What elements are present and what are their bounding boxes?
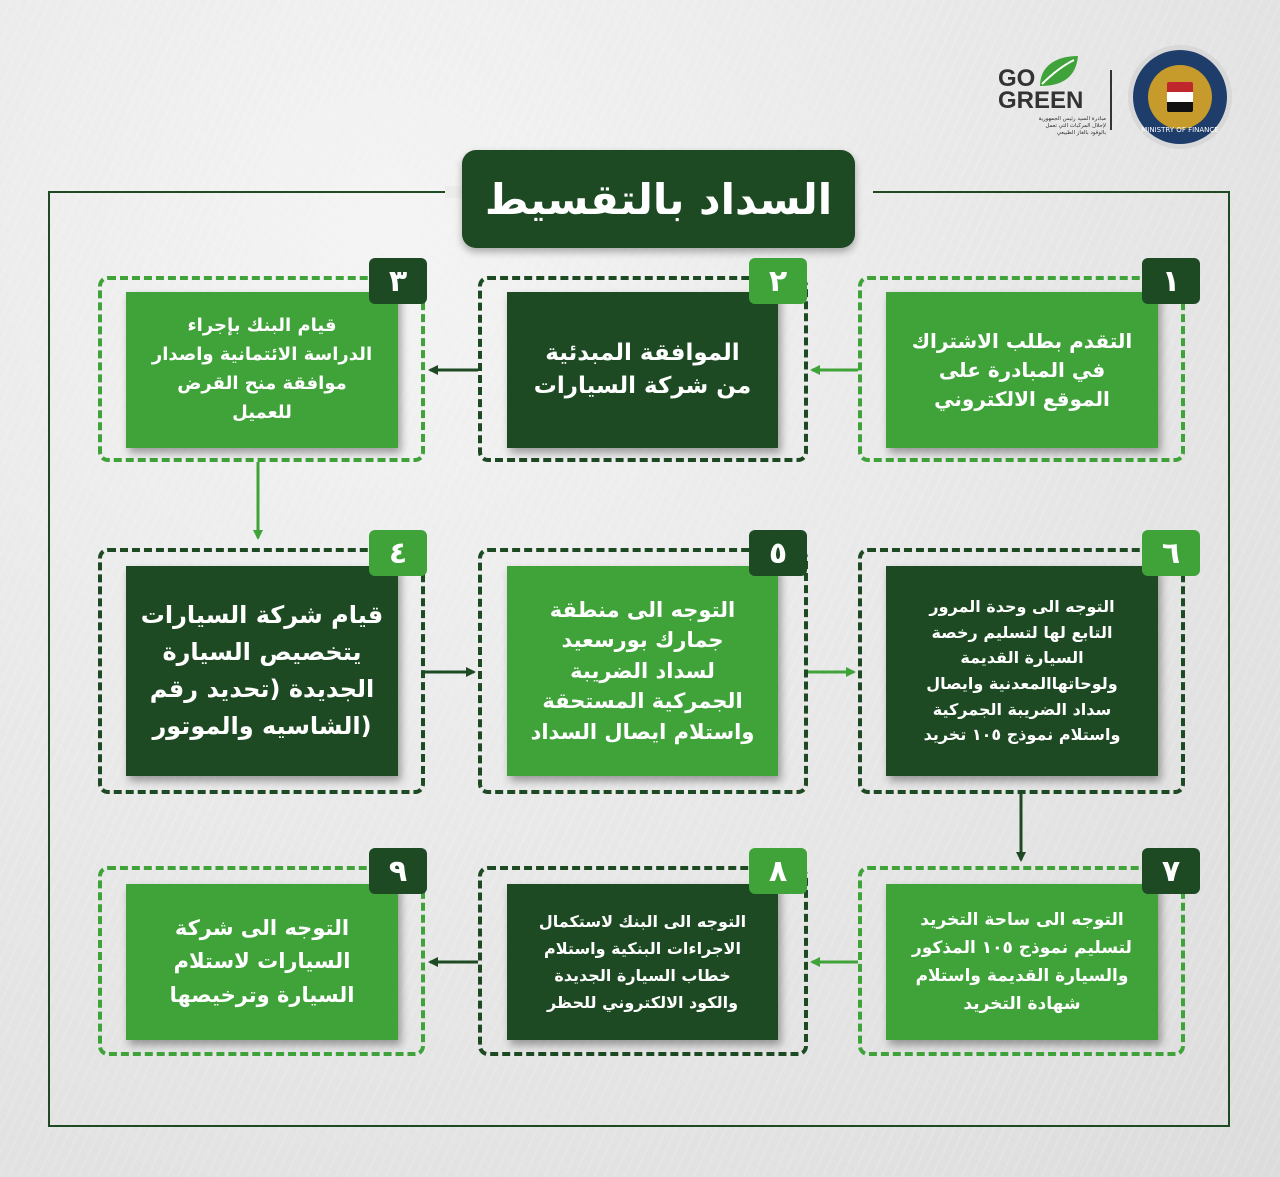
step-2-number: ٢ — [749, 258, 807, 304]
step-5-number: ٥ — [749, 530, 807, 576]
step-2-card: الموافقة المبدئية من شركة السيارات — [507, 292, 778, 448]
step-7-number: ٧ — [1142, 848, 1200, 894]
step-9-card: التوجه الى شركة السيارات لاستلام السيارة وترخيصها — [126, 884, 398, 1040]
seal-text: MINISTRY OF FINANCE — [1141, 126, 1219, 134]
step-1-number: ١ — [1142, 258, 1200, 304]
go-green-line2: GREEN — [998, 87, 1084, 114]
step-5-card: التوجه الى منطقة جمارك بورسعيد لسداد الضريبة الجمركية المستحقة واستلام ايصال السداد — [507, 566, 778, 776]
step-6-number: ٦ — [1142, 530, 1200, 576]
step-4-card: قيام شركة السيارات يتخصيص السيارة الجديدة (تحديد رقم الشاسيه والموتور) — [126, 566, 398, 776]
go-green-line1: GO — [998, 65, 1036, 92]
step-7-card: التوجه الى ساحة التخريد لتسليم نموذج ١٠٥ المذكور والسيارة القديمة واستلام شهادة التخريد — [886, 884, 1158, 1040]
step-3-card: قيام البنك بإجراء الدراسة الائتمانية واصدار موافقة منح القرض للعميل — [126, 292, 398, 448]
step-6-card: التوجه الى وحدة المرور التابع لها لتسليم رخصة السيارة القديمة ولوحاتهاالمعدنية وايصال سداد الضريبة الجمركية واستلام نموذج ١٠٥ تخريد — [886, 566, 1158, 776]
go-green-tagline: مبادرة السيد رئيس الجمهورية لإحلال المركبات التي تعمل بالوقود بالغاز الطبيعي — [1038, 116, 1106, 136]
step-3-number: ٣ — [369, 258, 427, 304]
step-4-number: ٤ — [369, 530, 427, 576]
diagram-title: السداد بالتقسيط — [462, 150, 855, 248]
step-8-number: ٨ — [749, 848, 807, 894]
step-9-number: ٩ — [369, 848, 427, 894]
step-1-card: التقدم بطلب الاشتراك في المبادرة على الموقع الالكتروني — [886, 292, 1158, 448]
step-8-card: التوجه الى البنك لاستكمال الاجراءات البنكية واستلام خطاب السيارة الجديدة والكود الالكتروني للحظر — [507, 884, 778, 1040]
